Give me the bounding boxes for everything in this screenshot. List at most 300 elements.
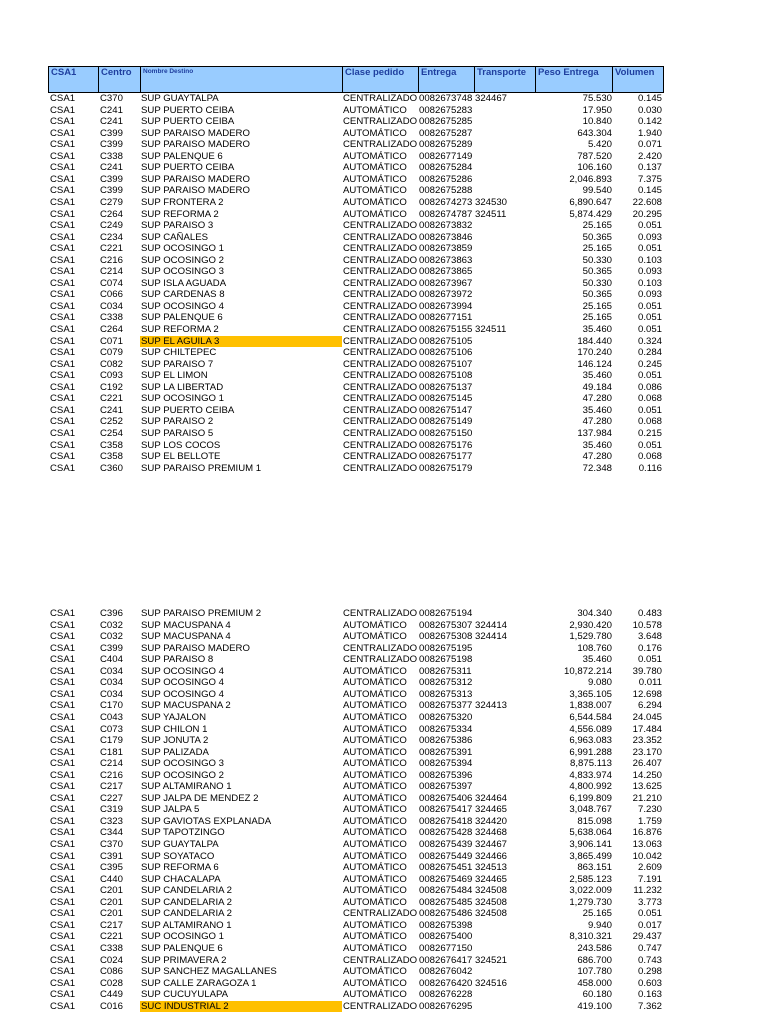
cell-volumen[interactable]: 0.145 xyxy=(637,93,662,104)
cell-transporte[interactable]: 324511 xyxy=(475,208,507,220)
cell-clase-pedido[interactable]: CENTRALIZADO xyxy=(343,393,418,405)
cell-entrega[interactable]: 0082675285 xyxy=(419,116,473,128)
cell-centro[interactable]: C034 xyxy=(100,665,123,677)
cell-volumen[interactable]: 0.603 xyxy=(637,977,662,989)
cell-peso-entrega[interactable]: 17.950 xyxy=(582,104,612,116)
cell-volumen[interactable]: 0.093 xyxy=(637,266,662,278)
cell-nombre-destino[interactable]: SUP MACUSPANA 4 xyxy=(141,619,231,631)
cell-centro[interactable]: C170 xyxy=(100,700,123,712)
cell-clase-pedido[interactable]: CENTRALIZADO xyxy=(343,608,418,619)
cell-csa[interactable]: CSA1 xyxy=(50,700,76,712)
cell-csa[interactable]: CSA1 xyxy=(50,393,76,405)
cell-entrega[interactable]: 0082675312 xyxy=(419,677,473,689)
cell-entrega[interactable]: 0082675313 xyxy=(419,688,473,700)
cell-centro[interactable]: C227 xyxy=(100,792,123,804)
cell-volumen[interactable]: 7.362 xyxy=(637,1000,662,1012)
cell-volumen[interactable]: 16.876 xyxy=(632,827,662,839)
cell-csa[interactable]: CSA1 xyxy=(50,608,76,619)
cell-entrega[interactable]: 0082675284 xyxy=(419,162,473,174)
cell-volumen[interactable]: 0.103 xyxy=(637,254,662,266)
cell-transporte[interactable]: 324508 xyxy=(475,908,508,920)
cell-clase-pedido[interactable]: CENTRALIZADO xyxy=(343,335,418,347)
cell-volumen[interactable]: 0.743 xyxy=(637,954,662,966)
cell-peso-entrega[interactable]: 787.520 xyxy=(577,150,612,162)
cell-clase-pedido[interactable]: AUTOMÁTICO xyxy=(343,619,407,631)
cell-csa[interactable]: CSA1 xyxy=(50,93,76,104)
cell-centro[interactable]: C360 xyxy=(100,462,123,474)
cell-csa[interactable]: CSA1 xyxy=(50,804,76,816)
cell-centro[interactable]: C032 xyxy=(100,631,123,643)
cell-entrega[interactable]: 0082673865 xyxy=(419,266,473,278)
cell-clase-pedido[interactable]: AUTOMÁTICO xyxy=(343,127,407,139)
header-clase-pedido[interactable]: Clase pedido xyxy=(343,67,419,92)
cell-peso-entrega[interactable]: 25.165 xyxy=(582,908,612,920)
cell-centro[interactable]: C338 xyxy=(100,150,123,162)
cell-csa[interactable]: CSA1 xyxy=(50,654,76,666)
cell-csa[interactable]: CSA1 xyxy=(50,792,76,804)
cell-volumen[interactable]: 14.250 xyxy=(632,769,662,781)
cell-peso-entrega[interactable]: 304.340 xyxy=(577,608,612,619)
cell-clase-pedido[interactable]: AUTOMÁTICO xyxy=(343,665,407,677)
cell-clase-pedido[interactable]: CENTRALIZADO xyxy=(343,266,418,278)
cell-csa[interactable]: CSA1 xyxy=(50,162,76,174)
cell-csa[interactable]: CSA1 xyxy=(50,954,76,966)
cell-clase-pedido[interactable]: AUTOMÁTICO xyxy=(343,769,407,781)
cell-centro[interactable]: C252 xyxy=(100,416,123,428)
cell-volumen[interactable]: 39.780 xyxy=(632,665,662,677)
cell-volumen[interactable]: 0.051 xyxy=(637,312,662,324)
cell-volumen[interactable]: 2.609 xyxy=(637,862,662,874)
cell-transporte[interactable] xyxy=(475,440,525,452)
cell-peso-entrega[interactable]: 99.540 xyxy=(582,185,612,197)
cell-nombre-destino[interactable]: SUP CANDELARIA 2 xyxy=(141,885,232,897)
cell-clase-pedido[interactable]: AUTOMÁTICO xyxy=(343,827,407,839)
cell-centro[interactable]: C254 xyxy=(100,427,123,439)
cell-csa[interactable]: CSA1 xyxy=(50,208,76,220)
cell-centro[interactable]: C024 xyxy=(100,954,123,966)
cell-clase-pedido[interactable]: AUTOMÁTICO xyxy=(343,677,407,689)
cell-entrega[interactable]: 0082675469 xyxy=(419,873,473,885)
cell-csa[interactable]: CSA1 xyxy=(50,977,76,989)
cell-nombre-destino[interactable]: SUP CANDELARIA 2 xyxy=(141,908,232,920)
cell-centro[interactable]: C034 xyxy=(100,677,123,689)
cell-transporte[interactable] xyxy=(475,428,525,440)
cell-peso-entrega[interactable]: 108.760 xyxy=(577,642,612,654)
cell-entrega[interactable]: 0082675386 xyxy=(419,735,473,747)
cell-peso-entrega[interactable]: 4,800.992 xyxy=(569,781,612,793)
cell-volumen[interactable]: 0.324 xyxy=(637,335,662,347)
cell-centro[interactable]: C216 xyxy=(100,769,123,781)
cell-csa[interactable]: CSA1 xyxy=(50,358,76,370)
cell-entrega[interactable]: 0082673967 xyxy=(419,277,473,289)
cell-transporte[interactable] xyxy=(475,393,525,405)
cell-nombre-destino[interactable]: SUP MACUSPANA 4 xyxy=(141,631,231,643)
cell-volumen[interactable]: 0.284 xyxy=(637,347,662,359)
cell-nombre-destino[interactable]: SUP SANCHEZ MAGALLANES xyxy=(141,966,277,978)
cell-centro[interactable]: C079 xyxy=(100,347,123,359)
cell-entrega[interactable]: 0082675377 xyxy=(419,700,473,712)
cell-nombre-destino[interactable]: SUP OCOSINGO 4 xyxy=(141,688,224,700)
cell-entrega[interactable]: 0082675320 xyxy=(419,711,473,723)
cell-csa[interactable]: CSA1 xyxy=(50,381,76,393)
cell-clase-pedido[interactable]: CENTRALIZADO xyxy=(343,324,418,335)
cell-transporte[interactable] xyxy=(475,943,525,955)
cell-clase-pedido[interactable]: CENTRALIZADO xyxy=(343,139,418,151)
cell-nombre-destino[interactable]: SUP PARAISO MADERO xyxy=(141,173,250,185)
cell-volumen[interactable]: 0.051 xyxy=(637,404,662,416)
cell-nombre-destino[interactable]: SUP OCOSINGO 1 xyxy=(141,393,224,405)
cell-entrega[interactable]: 0082675155 xyxy=(419,324,473,335)
cell-volumen[interactable]: 2.420 xyxy=(637,150,662,162)
cell-nombre-destino[interactable]: SUP PALENQUE 6 xyxy=(141,942,223,954)
cell-nombre-destino[interactable]: SUP EL BELLOTE xyxy=(141,451,221,463)
cell-centro[interactable]: C358 xyxy=(100,451,123,463)
cell-transporte[interactable] xyxy=(475,289,525,301)
header-volumen[interactable]: Volumen xyxy=(615,67,655,78)
cell-nombre-destino[interactable]: SUP LA LIBERTAD xyxy=(141,381,224,393)
cell-transporte[interactable] xyxy=(475,920,525,932)
cell-transporte[interactable]: 324521 xyxy=(475,954,508,966)
cell-volumen[interactable]: 29.437 xyxy=(632,931,662,943)
cell-volumen[interactable]: 0.051 xyxy=(637,243,662,255)
cell-peso-entrega[interactable]: 107.780 xyxy=(577,966,612,978)
cell-centro[interactable]: C264 xyxy=(100,324,123,335)
cell-csa[interactable]: CSA1 xyxy=(50,723,76,735)
cell-entrega[interactable]: 0082675283 xyxy=(419,104,473,116)
cell-csa[interactable]: CSA1 xyxy=(50,150,76,162)
cell-centro[interactable]: C032 xyxy=(100,619,123,631)
cell-entrega[interactable]: 0082673972 xyxy=(419,289,473,301)
cell-transporte[interactable]: 324464 xyxy=(475,792,508,804)
cell-peso-entrega[interactable]: 50.365 xyxy=(582,231,612,243)
cell-csa[interactable]: CSA1 xyxy=(50,769,76,781)
cell-entrega[interactable]: 0082675397 xyxy=(419,781,473,793)
cell-clase-pedido[interactable]: AUTOMÁTICO xyxy=(343,792,407,804)
cell-transporte[interactable] xyxy=(475,451,525,463)
cell-nombre-destino[interactable]: SUP OCOSINGO 3 xyxy=(141,758,224,770)
cell-transporte[interactable] xyxy=(475,139,525,151)
cell-csa[interactable]: CSA1 xyxy=(50,347,76,359)
cell-entrega[interactable]: 0082675194 xyxy=(419,608,473,619)
cell-peso-entrega[interactable]: 6,544.584 xyxy=(569,711,612,723)
cell-volumen[interactable]: 1.940 xyxy=(637,127,662,139)
cell-peso-entrega[interactable]: 243.586 xyxy=(577,942,612,954)
cell-transporte[interactable] xyxy=(475,735,525,747)
cell-transporte[interactable] xyxy=(475,643,525,655)
cell-transporte[interactable]: 324465 xyxy=(475,873,508,885)
cell-centro[interactable]: C399 xyxy=(100,185,123,197)
cell-centro[interactable]: C043 xyxy=(100,711,123,723)
cell-clase-pedido[interactable]: CENTRALIZADO xyxy=(343,347,418,359)
cell-centro[interactable]: C241 xyxy=(100,104,123,116)
header-csa[interactable]: CSA1 xyxy=(49,67,99,92)
cell-volumen[interactable]: 20.295 xyxy=(632,208,662,220)
cell-entrega[interactable]: 0082675485 xyxy=(419,896,473,908)
cell-volumen[interactable]: 0.137 xyxy=(637,162,662,174)
cell-clase-pedido[interactable]: AUTOMÁTICO xyxy=(343,804,407,816)
cell-nombre-destino[interactable]: SUP REFORMA 2 xyxy=(141,208,219,220)
cell-clase-pedido[interactable]: CENTRALIZADO xyxy=(343,1000,418,1012)
cell-centro[interactable]: C074 xyxy=(100,277,123,289)
cell-csa[interactable]: CSA1 xyxy=(50,746,76,758)
cell-nombre-destino[interactable]: SUP REFORMA 2 xyxy=(141,324,219,335)
cell-centro[interactable]: C179 xyxy=(100,735,123,747)
cell-nombre-destino[interactable]: SUP OCOSINGO 2 xyxy=(141,769,224,781)
cell-csa[interactable]: CSA1 xyxy=(50,1000,76,1012)
cell-clase-pedido[interactable]: AUTOMÁTICO xyxy=(343,711,407,723)
cell-transporte[interactable] xyxy=(475,243,525,255)
cell-clase-pedido[interactable]: AUTOMÁTICO xyxy=(343,873,407,885)
cell-transporte[interactable]: 324511 xyxy=(475,324,507,335)
cell-nombre-destino[interactable]: SUP CHILON 1 xyxy=(141,723,208,735)
cell-peso-entrega[interactable]: 3,022.009 xyxy=(569,885,612,897)
cell-nombre-destino[interactable]: SUP EL AGUILA 3 xyxy=(140,336,342,348)
cell-centro[interactable]: C214 xyxy=(100,758,123,770)
cell-clase-pedido[interactable]: AUTOMÁTICO xyxy=(343,173,407,185)
cell-volumen[interactable]: 0.215 xyxy=(637,427,662,439)
cell-volumen[interactable]: 0.093 xyxy=(637,289,662,301)
cell-clase-pedido[interactable]: CENTRALIZADO xyxy=(343,416,418,428)
cell-volumen[interactable]: 7.191 xyxy=(637,873,662,885)
cell-clase-pedido[interactable]: AUTOMÁTICO xyxy=(343,815,407,827)
cell-clase-pedido[interactable]: AUTOMÁTICO xyxy=(343,862,407,874)
cell-entrega[interactable]: 0082675289 xyxy=(419,139,473,151)
cell-volumen[interactable]: 0.051 xyxy=(637,908,662,920)
cell-transporte[interactable] xyxy=(475,1001,525,1013)
cell-volumen[interactable]: 0.086 xyxy=(637,381,662,393)
cell-transporte[interactable] xyxy=(475,781,525,793)
cell-volumen[interactable]: 3.773 xyxy=(637,896,662,908)
cell-transporte[interactable] xyxy=(475,312,525,324)
cell-centro[interactable]: C217 xyxy=(100,919,123,931)
cell-csa[interactable]: CSA1 xyxy=(50,300,76,312)
cell-peso-entrega[interactable]: 50.365 xyxy=(582,266,612,278)
cell-volumen[interactable]: 0.068 xyxy=(637,416,662,428)
cell-nombre-destino[interactable]: SUP CUCUYULAPA xyxy=(141,989,229,1001)
cell-peso-entrega[interactable]: 9.080 xyxy=(587,677,612,689)
cell-volumen[interactable]: 11.232 xyxy=(633,885,662,897)
cell-clase-pedido[interactable]: AUTOMÁTICO xyxy=(343,688,407,700)
cell-nombre-destino[interactable]: SUP PARAISO MADERO xyxy=(141,127,250,139)
cell-csa[interactable]: CSA1 xyxy=(50,335,76,347)
cell-entrega[interactable]: 0082673859 xyxy=(419,243,473,255)
cell-entrega[interactable]: 0082675177 xyxy=(419,451,473,463)
cell-csa[interactable]: CSA1 xyxy=(50,989,76,1001)
cell-centro[interactable]: C344 xyxy=(100,827,123,839)
cell-clase-pedido[interactable]: CENTRALIZADO xyxy=(343,358,418,370)
cell-volumen[interactable]: 0.116 xyxy=(638,462,662,474)
cell-peso-entrega[interactable]: 2,585.123 xyxy=(569,873,612,885)
cell-csa[interactable]: CSA1 xyxy=(50,862,76,874)
cell-volumen[interactable]: 0.068 xyxy=(637,451,662,463)
cell-clase-pedido[interactable]: CENTRALIZADO xyxy=(343,300,418,312)
cell-peso-entrega[interactable]: 146.124 xyxy=(577,358,612,370)
cell-transporte[interactable] xyxy=(475,770,525,782)
cell-transporte[interactable] xyxy=(475,989,525,1001)
cell-peso-entrega[interactable]: 50.330 xyxy=(582,277,612,289)
cell-nombre-destino[interactable]: SUP CAÑALES xyxy=(141,231,209,243)
cell-nombre-destino[interactable]: SUP MACUSPANA 2 xyxy=(141,700,231,712)
cell-centro[interactable]: C241 xyxy=(100,404,123,416)
cell-nombre-destino[interactable]: SUP PARAISO 3 xyxy=(141,220,214,232)
cell-nombre-destino[interactable]: SUP OCOSINGO 3 xyxy=(141,266,224,278)
cell-peso-entrega[interactable]: 47.280 xyxy=(582,451,612,463)
cell-entrega[interactable]: 0082675286 xyxy=(419,173,473,185)
cell-centro[interactable]: C338 xyxy=(100,312,123,324)
cell-csa[interactable]: CSA1 xyxy=(50,370,76,382)
cell-transporte[interactable] xyxy=(475,220,525,232)
cell-centro[interactable]: C028 xyxy=(100,977,123,989)
cell-peso-entrega[interactable]: 25.165 xyxy=(582,220,612,232)
cell-nombre-destino[interactable]: SUP PARAISO 5 xyxy=(141,427,214,439)
cell-clase-pedido[interactable]: CENTRALIZADO xyxy=(343,654,418,666)
cell-volumen[interactable]: 0.051 xyxy=(637,654,662,666)
cell-nombre-destino[interactable]: SUP PUERTO CEIBA xyxy=(141,404,235,416)
cell-clase-pedido[interactable]: AUTOMÁTICO xyxy=(343,919,407,931)
cell-peso-entrega[interactable]: 75.530 xyxy=(582,93,612,104)
cell-centro[interactable]: C216 xyxy=(100,254,123,266)
cell-centro[interactable]: C395 xyxy=(100,862,123,874)
cell-entrega[interactable]: 0082675391 xyxy=(419,746,473,758)
cell-centro[interactable]: C201 xyxy=(100,885,123,897)
cell-entrega[interactable]: 0082674273 xyxy=(419,196,473,208)
cell-nombre-destino[interactable]: SUP CANDELARIA 2 xyxy=(141,896,232,908)
cell-centro[interactable]: C404 xyxy=(100,654,123,666)
cell-peso-entrega[interactable]: 184.440 xyxy=(577,335,612,347)
cell-nombre-destino[interactable]: SUP PARAISO 7 xyxy=(141,358,214,370)
cell-nombre-destino[interactable]: SUP FRONTERA 2 xyxy=(141,196,224,208)
cell-csa[interactable]: CSA1 xyxy=(50,220,76,232)
cell-csa[interactable]: CSA1 xyxy=(50,688,76,700)
cell-transporte[interactable] xyxy=(475,359,525,371)
cell-volumen[interactable]: 0.011 xyxy=(638,677,662,689)
cell-nombre-destino[interactable]: SUP CHACALAPA xyxy=(141,873,221,885)
cell-centro[interactable]: C071 xyxy=(100,335,123,347)
cell-volumen[interactable]: 0.483 xyxy=(637,608,662,619)
cell-peso-entrega[interactable]: 8,875.113 xyxy=(570,758,612,770)
cell-centro[interactable]: C221 xyxy=(100,243,123,255)
cell-csa[interactable]: CSA1 xyxy=(50,266,76,278)
cell-csa[interactable]: CSA1 xyxy=(50,185,76,197)
cell-peso-entrega[interactable]: 1,838.007 xyxy=(569,700,612,712)
cell-clase-pedido[interactable]: CENTRALIZADO xyxy=(343,231,418,243)
cell-peso-entrega[interactable]: 3,048.767 xyxy=(569,804,612,816)
cell-transporte[interactable] xyxy=(475,266,525,278)
cell-volumen[interactable]: 21.210 xyxy=(632,792,662,804)
cell-volumen[interactable]: 23.170 xyxy=(632,746,662,758)
cell-entrega[interactable]: 0082675107 xyxy=(419,358,473,370)
cell-clase-pedido[interactable]: CENTRALIZADO xyxy=(343,642,418,654)
cell-entrega[interactable]: 0082675176 xyxy=(419,439,473,451)
cell-peso-entrega[interactable]: 9.940 xyxy=(587,919,612,931)
cell-csa[interactable]: CSA1 xyxy=(50,139,76,151)
cell-transporte[interactable] xyxy=(475,463,525,475)
cell-entrega[interactable]: 0082675106 xyxy=(419,347,473,359)
cell-centro[interactable]: C358 xyxy=(100,439,123,451)
cell-clase-pedido[interactable]: AUTOMÁTICO xyxy=(343,735,407,747)
cell-centro[interactable]: C338 xyxy=(100,942,123,954)
cell-transporte[interactable] xyxy=(475,666,525,678)
cell-volumen[interactable]: 0.051 xyxy=(637,220,662,232)
cell-centro[interactable]: C399 xyxy=(100,139,123,151)
cell-centro[interactable]: C241 xyxy=(100,162,123,174)
cell-peso-entrega[interactable]: 72.348 xyxy=(582,462,612,474)
cell-centro[interactable]: C370 xyxy=(100,839,123,850)
cell-nombre-destino[interactable]: SUP PRIMAVERA 2 xyxy=(141,954,227,966)
cell-entrega[interactable]: 0082675451 xyxy=(419,862,473,874)
cell-peso-entrega[interactable]: 686.700 xyxy=(577,954,612,966)
cell-transporte[interactable]: 324466 xyxy=(475,850,508,862)
cell-transporte[interactable] xyxy=(475,151,525,163)
cell-clase-pedido[interactable]: AUTOMÁTICO xyxy=(343,758,407,770)
cell-nombre-destino[interactable]: SUP PARAISO 8 xyxy=(141,654,214,666)
cell-entrega[interactable]: 0082675406 xyxy=(419,792,473,804)
cell-nombre-destino[interactable]: SUP ALTAMIRANO 1 xyxy=(141,919,232,931)
cell-entrega[interactable]: 0082673748 xyxy=(419,93,473,104)
cell-peso-entrega[interactable]: 50.365 xyxy=(582,289,612,301)
cell-clase-pedido[interactable]: CENTRALIZADO xyxy=(343,462,418,474)
cell-peso-entrega[interactable]: 3,865.499 xyxy=(569,850,612,862)
cell-peso-entrega[interactable]: 49.184 xyxy=(582,381,612,393)
cell-transporte[interactable] xyxy=(475,758,525,770)
cell-peso-entrega[interactable]: 5,874.429 xyxy=(569,208,612,220)
cell-peso-entrega[interactable]: 6,199.809 xyxy=(569,792,612,804)
cell-peso-entrega[interactable]: 419.100 xyxy=(577,1000,612,1012)
cell-centro[interactable]: C319 xyxy=(100,804,123,816)
cell-clase-pedido[interactable]: CENTRALIZADO xyxy=(343,277,418,289)
cell-transporte[interactable] xyxy=(475,677,525,689)
cell-entrega[interactable]: 0082677151 xyxy=(419,312,473,324)
cell-nombre-destino[interactable]: SUP EL LIMON xyxy=(141,370,208,382)
cell-entrega[interactable]: 0082675449 xyxy=(419,850,473,862)
cell-volumen[interactable]: 3.648 xyxy=(637,631,662,643)
cell-nombre-destino[interactable]: SUP JALPA DE MENDEZ 2 xyxy=(141,792,259,804)
cell-volumen[interactable]: 0.051 xyxy=(637,439,662,451)
cell-entrega[interactable]: 0082673863 xyxy=(419,254,473,266)
cell-peso-entrega[interactable]: 458.000 xyxy=(577,977,612,989)
cell-volumen[interactable]: 13.625 xyxy=(632,781,662,793)
cell-csa[interactable]: CSA1 xyxy=(50,966,76,978)
cell-centro[interactable]: C181 xyxy=(100,746,123,758)
cell-clase-pedido[interactable]: CENTRALIZADO xyxy=(343,312,418,324)
cell-volumen[interactable]: 7.230 xyxy=(637,804,662,816)
cell-peso-entrega[interactable]: 35.460 xyxy=(582,370,612,382)
cell-transporte[interactable] xyxy=(475,255,525,267)
cell-transporte[interactable]: 324468 xyxy=(475,827,508,839)
cell-peso-entrega[interactable]: 47.280 xyxy=(582,393,612,405)
cell-peso-entrega[interactable]: 25.165 xyxy=(582,312,612,324)
cell-nombre-destino[interactable]: SUP PARAISO PREMIUM 1 xyxy=(141,462,262,474)
cell-entrega[interactable]: 0082675396 xyxy=(419,769,473,781)
cell-peso-entrega[interactable]: 10.840 xyxy=(582,116,612,128)
cell-clase-pedido[interactable]: AUTOMÁTICO xyxy=(343,977,407,989)
cell-centro[interactable]: C449 xyxy=(100,989,123,1001)
cell-volumen[interactable]: 0.176 xyxy=(637,642,662,654)
cell-peso-entrega[interactable]: 2,046.893 xyxy=(569,173,612,185)
cell-centro[interactable]: C399 xyxy=(100,642,123,654)
cell-centro[interactable]: C396 xyxy=(100,608,123,619)
cell-transporte[interactable]: 324530 xyxy=(475,196,508,208)
cell-nombre-destino[interactable]: SUP OCOSINGO 1 xyxy=(141,931,224,943)
cell-transporte[interactable] xyxy=(475,966,525,978)
cell-clase-pedido[interactable]: CENTRALIZADO xyxy=(343,116,418,128)
cell-clase-pedido[interactable]: CENTRALIZADO xyxy=(343,254,418,266)
cell-clase-pedido[interactable]: AUTOMÁTICO xyxy=(343,723,407,735)
cell-csa[interactable]: CSA1 xyxy=(50,439,76,451)
cell-csa[interactable]: CSA1 xyxy=(50,735,76,747)
cell-clase-pedido[interactable]: CENTRALIZADO xyxy=(343,220,418,232)
cell-clase-pedido[interactable]: AUTOMÁTICO xyxy=(343,850,407,862)
